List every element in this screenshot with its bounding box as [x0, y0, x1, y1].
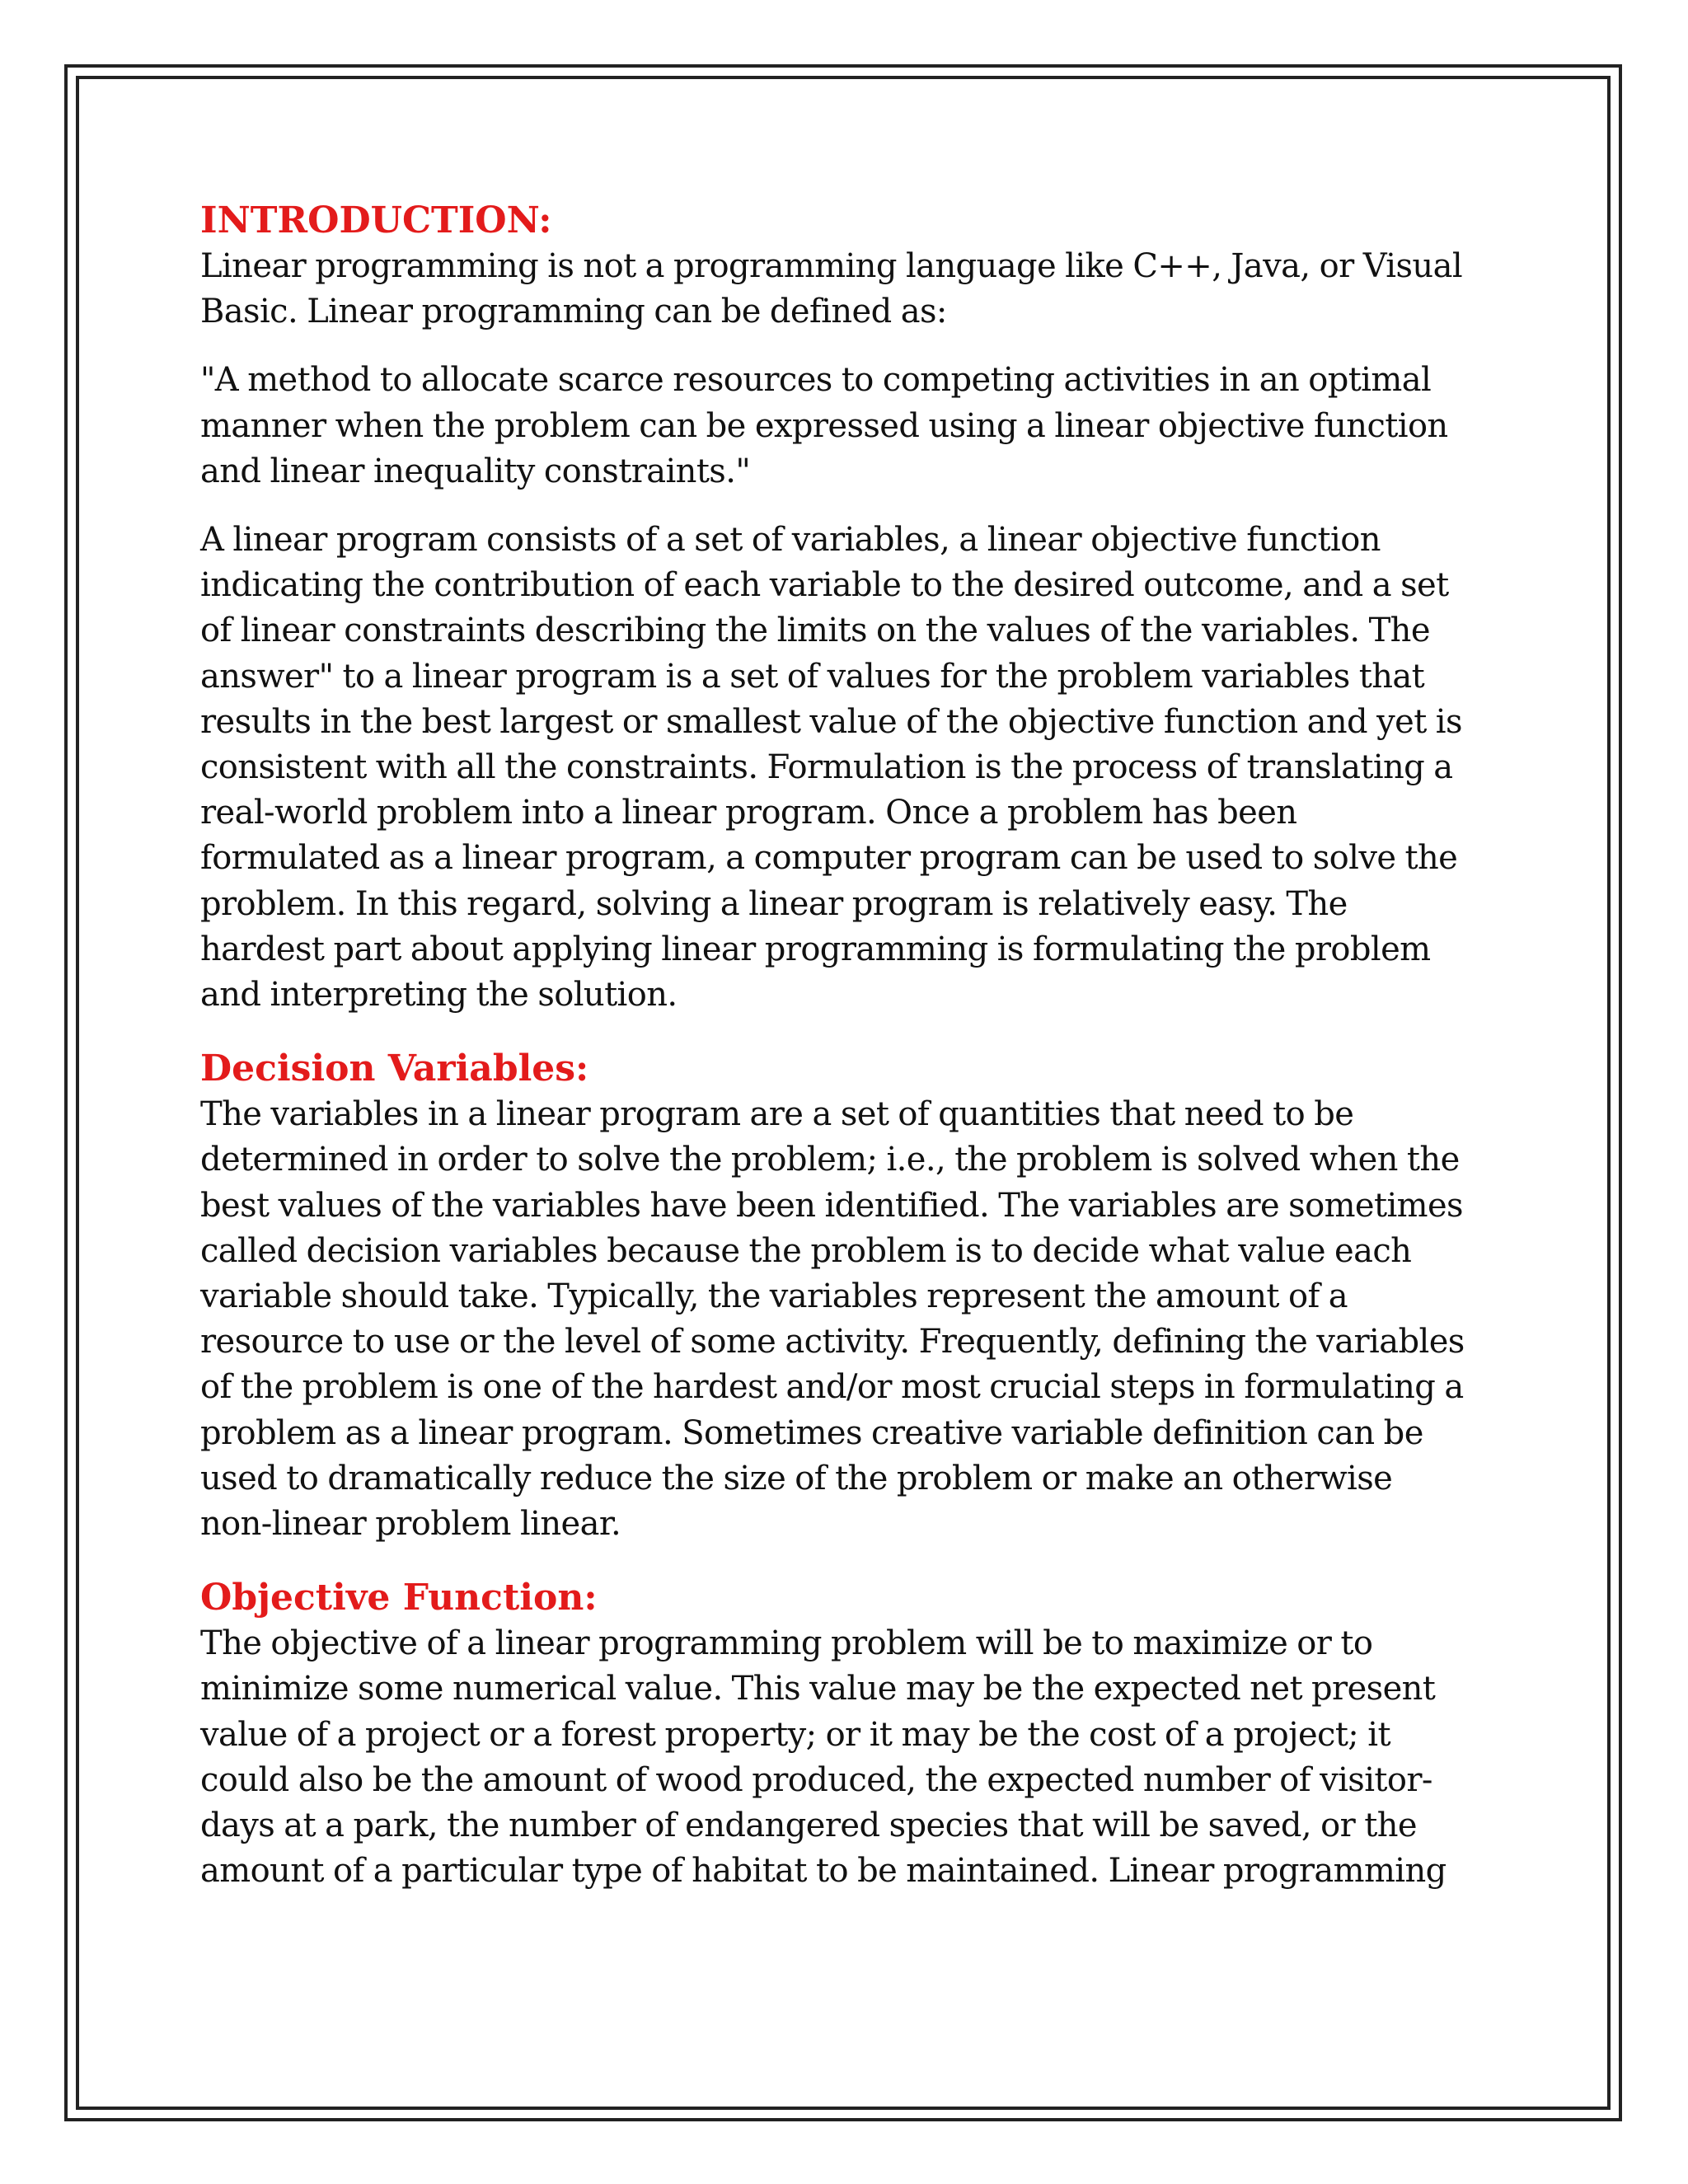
document-body: [200, 198, 1494, 1895]
text-line: A linear program consists of a set of variables, a linear objective function: [200, 521, 1381, 560]
text-line: "A method to allocate scarce resources to competing activities in an optimal: [200, 361, 1432, 400]
text-line: and interpreting the solution.: [200, 976, 678, 1015]
text-line: problem as a linear program. Sometimes creative variable definition can be: [200, 1413, 1423, 1452]
text-line: and linear inequality constraints.": [200, 452, 751, 490]
text-line: consistent with all the constraints. Formulation is the process of translating a: [200, 748, 1453, 787]
text-line: manner when the problem can be expressed using a linear objective function: [200, 406, 1448, 445]
text-line: could also be the amount of wood produced, the expected number of visitor-: [200, 1760, 1432, 1799]
text-line: formulated as a linear program, a computer program can be used to solve the: [200, 839, 1458, 878]
section-heading-objective-function: Objective Function:: [200, 1577, 598, 1619]
objective-function-paragraph: [200, 1621, 1494, 1894]
text-line: Basic. Linear programming can be defined as:: [200, 293, 947, 331]
intro-paragraph-3: [200, 518, 1494, 1018]
text-line: resource to use or the level of some activity. Frequently, defining the variables: [200, 1323, 1465, 1361]
text-line: of the problem is one of the hardest and/or most crucial steps in formulating a: [200, 1368, 1464, 1407]
text-line: minimize some numerical value. This value may be the expected net present: [200, 1670, 1436, 1708]
text-line: real-world problem into a linear program. Once a problem has been: [200, 794, 1297, 832]
text-line: determined in order to solve the problem; i.e., the problem is solved when the: [200, 1141, 1460, 1179]
text-line: Linear programming is not a programming language like C++, Java, or Visual: [200, 247, 1463, 285]
text-line: The variables in a linear program are a set of quantities that need to be: [200, 1095, 1354, 1134]
text-line: variable should take. Typically, the variables represent the amount of a: [200, 1277, 1348, 1316]
intro-paragraph-1: [200, 244, 1494, 335]
section-heading-introduction: INTRODUCTION:: [200, 199, 552, 241]
text-line: hardest part about applying linear programming is formulating the problem: [200, 930, 1431, 968]
decision-variables-paragraph: [200, 1092, 1494, 1547]
text-line: problem. In this regard, solving a linear program is relatively easy. The: [200, 884, 1348, 923]
section-heading-decision-variables: Decision Variables:: [200, 1047, 589, 1090]
text-line: non-linear problem linear.: [200, 1505, 621, 1544]
intro-quote-definition: [200, 358, 1494, 494]
text-line: The objective of a linear programming problem will be to maximize or to: [200, 1624, 1373, 1663]
text-line: indicating the contribution of each variable to the desired outcome, and a set: [200, 566, 1449, 605]
text-line: amount of a particular type of habitat to be maintained. Linear programming: [200, 1852, 1447, 1891]
text-line: results in the best largest or smallest value of the objective function and yet is: [200, 702, 1462, 741]
text-line: called decision variables because the problem is to decide what value each: [200, 1231, 1412, 1270]
text-line: answer" to a linear program is a set of values for the problem variables that: [200, 657, 1425, 696]
text-line: days at a park, the number of endangered species that will be saved, or the: [200, 1807, 1417, 1845]
text-line: value of a project or a forest property; or it may be the cost of a project; it: [200, 1715, 1390, 1754]
text-line: used to dramatically reduce the size of the problem or make an otherwise: [200, 1459, 1393, 1497]
text-line: of linear constraints describing the limits on the values of the variables. The: [200, 612, 1430, 650]
text-line: best values of the variables have been identified. The variables are sometimes: [200, 1186, 1463, 1225]
